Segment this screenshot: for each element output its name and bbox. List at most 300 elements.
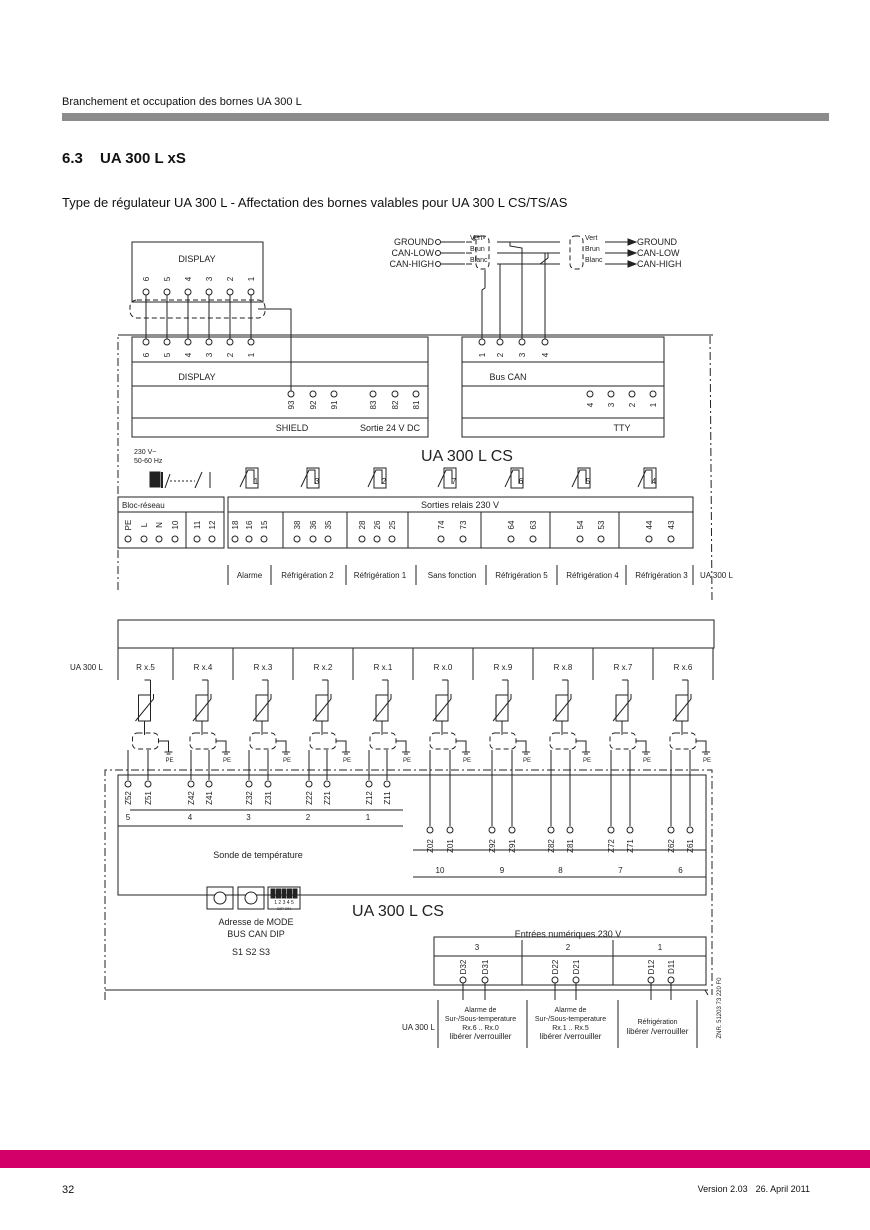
wire-path: [540, 253, 548, 264]
output-label: Alarme: [236, 571, 263, 580]
bus-can-pin-label: 3: [518, 352, 527, 358]
arrow-head: [628, 239, 636, 245]
dip-numbers: 1 2 3 4 5: [274, 900, 294, 906]
entree-number: 2: [565, 943, 571, 952]
relay-terminal: [577, 536, 583, 542]
subtitle: Type de régulateur UA 300 L - Affectation des bornes valables pour UA 300 L CS/TS/AS: [62, 195, 568, 210]
output-label: Réfrigération 4: [566, 571, 619, 580]
sonde-number: 2: [305, 813, 311, 822]
pe-label: PE: [402, 758, 412, 764]
relay-terminal: [508, 536, 514, 542]
section-heading: UA 300 L xS: [100, 150, 186, 167]
display-pin-label: 5: [163, 276, 172, 282]
tty-terminal: [629, 391, 635, 397]
page-header: Branchement et occupation des bornes UA 300 L: [62, 96, 302, 108]
box-outline: [132, 242, 263, 302]
box-outline: [130, 300, 265, 318]
sensor-label: R x.0: [433, 663, 453, 672]
relay-number: 4: [651, 477, 657, 486]
wire-color-label: Blanc: [470, 257, 488, 264]
sonde-terminal: [427, 827, 433, 833]
bloc-label: Bloc-réseau: [122, 501, 165, 510]
sonde-pin-label: Z11: [383, 791, 392, 805]
relay-pin-label: 74: [437, 520, 446, 530]
bloc-terminal: [156, 536, 162, 542]
sensor-label: R x.6: [673, 663, 693, 672]
relay-pin-label: 53: [597, 520, 606, 530]
sortie-pin-label: 83: [369, 400, 378, 410]
relay-pin-label: 35: [324, 520, 333, 530]
display-pin-label: 2: [226, 352, 235, 358]
box-outline: [550, 733, 576, 749]
relay-terminal: [598, 536, 604, 542]
relay-terminal: [246, 536, 252, 542]
bloc-terminal: [194, 536, 200, 542]
relay-pin-label: 64: [507, 520, 516, 530]
bloc-terminal: [172, 536, 178, 542]
display-terminal: [185, 289, 191, 295]
can-terminal: [436, 262, 441, 267]
sonde-pin-label: Z41: [205, 791, 214, 805]
display-terminal: [164, 339, 170, 345]
box-outline: [190, 733, 216, 749]
entree-pin-label: D11: [667, 959, 676, 975]
bloc-terminal: [209, 536, 215, 542]
display-label: DISPLAY: [178, 372, 216, 382]
wire-path: [165, 474, 170, 488]
display-pin-label: 1: [247, 352, 256, 358]
wire-color-label: Blanc: [585, 257, 603, 264]
bloc-pin-label: L: [140, 522, 149, 528]
box-outline: [316, 695, 328, 721]
sonde-pin-label: Z21: [323, 791, 332, 805]
sonde-terminal: [306, 781, 312, 787]
display-box-title: DISPLAY: [178, 254, 216, 264]
box-outline: [462, 337, 664, 437]
wire-path: [216, 741, 226, 752]
relay-pin-label: 38: [293, 520, 302, 530]
relay-pin-label: 26: [373, 520, 382, 530]
wire-path: [572, 470, 586, 487]
tty-pin-label: 2: [628, 402, 637, 408]
znr-label: ZNR. 51203 73 220 F0: [717, 977, 723, 1039]
relay-number: 5: [585, 477, 591, 486]
can-terminal: [436, 240, 441, 245]
sonde-terminal: [668, 827, 674, 833]
display-terminal: [143, 339, 149, 345]
function-label: Rx.6 .. Rx.0: [462, 1025, 499, 1032]
sonde-terminal: [548, 827, 554, 833]
output-label: Réfrigération 2: [281, 571, 334, 580]
adresse-label: Adresse de MODE: [218, 917, 294, 927]
display-pin-label: 4: [184, 352, 193, 358]
function-label: Sur-/Sous-temperature: [534, 1016, 607, 1023]
entree-terminal: [482, 977, 488, 983]
sonde-label: Sonde de température: [213, 850, 303, 860]
sonde-pin-label: Z72: [607, 839, 616, 853]
relay-pin-label: 43: [667, 520, 676, 530]
wire-path: [705, 990, 708, 995]
function-label: Rx.1 .. Rx.5: [552, 1025, 589, 1032]
wire-path: [500, 242, 522, 340]
entrees-label: Entrées numériques 230 V: [514, 929, 622, 939]
wire-path: [638, 470, 652, 487]
power-label: 50-60 Hz: [134, 458, 163, 465]
display-terminal: [206, 289, 212, 295]
sonde-terminal: [509, 827, 515, 833]
box-outline: [118, 620, 714, 648]
shield-label: SHIELD: [275, 423, 309, 433]
box-outline: [676, 695, 688, 721]
function-label: Alarme de: [464, 1007, 497, 1014]
entree-number: 3: [474, 943, 480, 952]
relay-terminal: [438, 536, 444, 542]
tty-pin-label: 1: [649, 402, 658, 408]
display-pin-label: 4: [184, 276, 193, 282]
sonde-terminal: [489, 827, 495, 833]
sortie-terminal: [370, 391, 376, 397]
relay-pin-label: 18: [231, 520, 240, 530]
can-label-left: GROUND: [394, 237, 434, 247]
pe-label: PE: [282, 758, 292, 764]
sonde-terminal: [188, 781, 194, 787]
wire-path: [159, 741, 169, 752]
function-label: libérer /verrouiller: [449, 1032, 512, 1041]
sonde-pin-label: Z22: [305, 791, 314, 805]
sonde-terminal: [265, 781, 271, 787]
wire-path: [105, 770, 712, 1000]
display-terminal: [227, 339, 233, 345]
relay-terminal: [232, 536, 238, 542]
entree-number: 1: [657, 943, 663, 952]
box-outline: [256, 695, 268, 721]
bus-can-terminal: [479, 339, 485, 345]
relay-terminal: [359, 536, 365, 542]
relay-number: 7: [451, 477, 457, 486]
wire-path: [516, 741, 526, 752]
sensor-label: R x.3: [253, 663, 273, 672]
box-outline: [376, 695, 388, 721]
wire-path: [482, 270, 485, 340]
function-label: Réfrigération: [637, 1019, 678, 1026]
sonde-pin-label: Z91: [508, 839, 517, 853]
tty-pin-label: 3: [607, 402, 616, 408]
wire-path: [396, 741, 406, 752]
display-pin-label: 5: [163, 352, 172, 358]
bloc-pin-label: PE: [124, 519, 133, 531]
wire-color-label: Vert: [470, 235, 483, 242]
display-pin-label: 3: [205, 276, 214, 282]
wire-path: [696, 741, 706, 752]
output-label: Réfrigération 1: [353, 571, 407, 580]
sortie-terminal: [413, 391, 419, 397]
wire-path: [636, 741, 646, 752]
sonde-terminal: [608, 827, 614, 833]
sensor-label: R x.9: [493, 663, 513, 672]
pe-label: PE: [342, 758, 352, 764]
shield-pin-label: 92: [309, 400, 318, 410]
entree-pin-label: D31: [481, 959, 490, 975]
box-outline: [139, 695, 151, 721]
display-terminal: [248, 339, 254, 345]
function-label: Alarme de: [554, 1007, 587, 1014]
pe-label: PE: [582, 758, 592, 764]
relay-pin-label: 25: [388, 520, 397, 530]
box-outline: [430, 733, 456, 749]
box-outline: [288, 889, 292, 898]
sensor-label: R x.8: [553, 663, 573, 672]
sonde-pin-label: Z71: [626, 839, 635, 853]
sonde-pin-label: Z82: [547, 839, 556, 853]
section-number: 6.3: [62, 150, 83, 167]
wire-path: [336, 741, 346, 752]
sonde-pin-label: Z32: [245, 791, 254, 805]
footer-bar: [0, 1150, 870, 1168]
entree-pin-label: D21: [572, 959, 581, 975]
sortie-terminal: [392, 391, 398, 397]
wire-path: [456, 741, 466, 752]
sonde-terminal: [687, 827, 693, 833]
sonde-pin-label: Z01: [446, 839, 455, 853]
sonde-terminal: [567, 827, 573, 833]
output-label: Réfrigération 3: [635, 571, 688, 580]
box-outline: [271, 889, 275, 898]
sonde-terminal: [627, 827, 633, 833]
relay-terminal: [668, 536, 674, 542]
entree-pin-label: D22: [551, 959, 560, 975]
rotary-switch-s2: [245, 892, 257, 904]
relay-terminal: [460, 536, 466, 542]
pe-label: PE: [165, 758, 174, 764]
box-outline: [277, 889, 281, 898]
wire-path: [240, 470, 254, 487]
can-label-right: CAN-HIGH: [637, 259, 682, 269]
entree-terminal: [552, 977, 558, 983]
relay-pin-label: 73: [459, 520, 468, 530]
box-outline: [293, 889, 297, 898]
sensor-label: R x.2: [313, 663, 333, 672]
relay-pin-label: 28: [358, 520, 367, 530]
sonde-pin-label: Z62: [667, 839, 676, 853]
rotary-switch-s1: [214, 892, 226, 904]
sonde-terminal: [366, 781, 372, 787]
ua-label: UA 300 L: [70, 663, 103, 672]
power-label: 230 V~: [134, 449, 157, 456]
relay-terminal: [530, 536, 536, 542]
dip-caption: DIP ON: [277, 906, 291, 911]
box-outline: [150, 472, 160, 487]
can-terminal: [436, 251, 441, 256]
display-terminal: [164, 289, 170, 295]
box-outline: [436, 695, 448, 721]
sonde-terminal: [384, 781, 390, 787]
bus-can-pin-label: 4: [541, 352, 550, 358]
box-outline: [610, 733, 636, 749]
relay-terminal: [646, 536, 652, 542]
display-terminal: [143, 289, 149, 295]
shield-terminal: [331, 391, 337, 397]
sonde-terminal: [447, 827, 453, 833]
wire-path: [520, 253, 545, 340]
display-pin-label: 3: [205, 352, 214, 358]
version-info: [698, 1184, 810, 1194]
bloc-pin-label: 10: [171, 520, 180, 530]
ua-label: UA 300 L: [700, 571, 733, 580]
display-terminal: [227, 289, 233, 295]
sonde-pin-label: Z61: [686, 839, 695, 853]
relay-number: 2: [381, 477, 387, 486]
relay-terminal: [389, 536, 395, 542]
box-outline: [670, 733, 696, 749]
sonde-pin-label: Z52: [124, 791, 133, 805]
sonde-number: 7: [618, 866, 623, 875]
box-outline: [196, 695, 208, 721]
bus-can-pin-label: 1: [478, 352, 487, 358]
bloc-pin-label: N: [155, 522, 164, 528]
entree-terminal: [573, 977, 579, 983]
tty-terminal: [650, 391, 656, 397]
sonde-number: 9: [499, 866, 505, 875]
sensor-label: R x.4: [193, 663, 213, 672]
box-outline: [490, 733, 516, 749]
pe-label: PE: [462, 758, 472, 764]
can-label-left: CAN-LOW: [391, 248, 434, 258]
bus-can-terminal: [519, 339, 525, 345]
wire-path: [576, 741, 586, 752]
can-label-left: CAN-HIGH: [389, 259, 434, 269]
sonde-number: 5: [125, 813, 131, 822]
box-outline: [616, 695, 628, 721]
wire-path: [276, 741, 286, 752]
shield-terminal: [288, 391, 294, 397]
sortie-pin-label: 82: [391, 400, 400, 410]
relay-number: 6: [518, 477, 524, 486]
display-terminal: [248, 289, 254, 295]
relay-terminal: [374, 536, 380, 542]
tty-label: TTY: [613, 423, 631, 433]
sensor-label: R x.7: [613, 663, 633, 672]
sonde-pin-label: Z51: [144, 791, 153, 805]
relais-label: Sorties relais 230 V: [420, 500, 500, 510]
sonde-number: 8: [558, 866, 563, 875]
relay-pin-label: 15: [260, 520, 269, 530]
box-outline: [132, 337, 428, 437]
relay-pin-label: 16: [245, 520, 254, 530]
box-outline: [556, 695, 568, 721]
bus-can-pin-label: 2: [496, 352, 505, 358]
bloc-terminal: [141, 536, 147, 542]
sonde-pin-label: Z81: [566, 839, 575, 853]
sonde-pin-label: Z31: [264, 791, 273, 805]
box-outline: [370, 733, 396, 749]
wire-path: [301, 470, 315, 487]
box-outline: [282, 889, 286, 898]
function-label: libérer /verrouiller: [539, 1032, 602, 1041]
relay-terminal: [325, 536, 331, 542]
arrow-head: [628, 261, 636, 267]
box-outline: [496, 695, 508, 721]
bus-can-terminal: [542, 339, 548, 345]
relay-pin-label: 63: [529, 520, 538, 530]
unit-title: UA 300 L CS: [352, 903, 444, 920]
version-date: 26. April 2011: [755, 1184, 810, 1194]
wire-color-label: Brun: [585, 246, 600, 253]
relay-terminal: [294, 536, 300, 542]
entree-terminal: [668, 977, 674, 983]
pe-label: PE: [522, 758, 532, 764]
wire-color-label: Vert: [585, 235, 598, 242]
entree-terminal: [460, 977, 466, 983]
output-label: Réfrigération 5: [495, 571, 548, 580]
shield-pin-label: 91: [330, 400, 339, 410]
can-label-right: GROUND: [637, 237, 677, 247]
sonde-terminal: [246, 781, 252, 787]
switch-labels: S1 S2 S3: [231, 947, 271, 957]
sensor-label: R x.1: [373, 663, 393, 672]
sonde-pin-label: Z12: [365, 791, 374, 805]
ua-label: UA 300 L: [402, 1023, 435, 1032]
bloc-pin-label: 12: [208, 520, 217, 530]
sonde-terminal: [125, 781, 131, 787]
box-outline: [570, 236, 583, 269]
display-pin-label: 6: [142, 276, 151, 282]
sortie-label: Sortie 24 V DC: [359, 423, 421, 433]
display-terminal: [185, 339, 191, 345]
wire-color-label: Brun: [470, 246, 485, 253]
relay-pin-label: 44: [645, 520, 654, 530]
sonde-number: 4: [187, 813, 193, 822]
arrow-head: [628, 250, 636, 256]
tty-terminal: [587, 391, 593, 397]
entree-pin-label: D12: [647, 959, 656, 975]
wire-path: [497, 264, 500, 340]
bus-can-terminal: [497, 339, 503, 345]
output-label: Sans fonction: [427, 571, 477, 580]
entree-terminal: [648, 977, 654, 983]
display-pin-label: 2: [226, 276, 235, 282]
sonde-number: 3: [246, 813, 251, 822]
box-outline: [133, 733, 159, 749]
bloc-terminal: [125, 536, 131, 542]
wire-path: [258, 309, 291, 392]
pe-label: PE: [222, 758, 232, 764]
relay-terminal: [310, 536, 316, 542]
wire-path: [368, 470, 382, 487]
sonde-pin-label: Z92: [488, 839, 497, 853]
display-terminal: [206, 339, 212, 345]
sensor-label: R x.5: [136, 663, 155, 672]
can-label-right: CAN-LOW: [637, 248, 680, 258]
box-outline: [310, 733, 336, 749]
sortie-pin-label: 81: [412, 400, 421, 410]
display-pin-label: 1: [247, 276, 256, 282]
sonde-pin-label: Z02: [426, 839, 435, 853]
relay-pin-label: 36: [309, 520, 318, 530]
tty-terminal: [608, 391, 614, 397]
bus-can-label: Bus CAN: [489, 372, 527, 382]
entree-pin-label: D32: [459, 959, 468, 975]
sonde-terminal: [145, 781, 151, 787]
sonde-terminal: [324, 781, 330, 787]
display-pin-label: 6: [142, 352, 151, 358]
wire-path: [438, 470, 452, 487]
tty-pin-label: 4: [586, 402, 595, 408]
box-outline: [250, 733, 276, 749]
relay-number: 3: [314, 477, 320, 486]
sonde-pin-label: Z42: [187, 791, 196, 805]
bus-can-mode-label: BUS CAN DIP: [227, 929, 285, 939]
relay-pin-label: 54: [576, 520, 585, 530]
